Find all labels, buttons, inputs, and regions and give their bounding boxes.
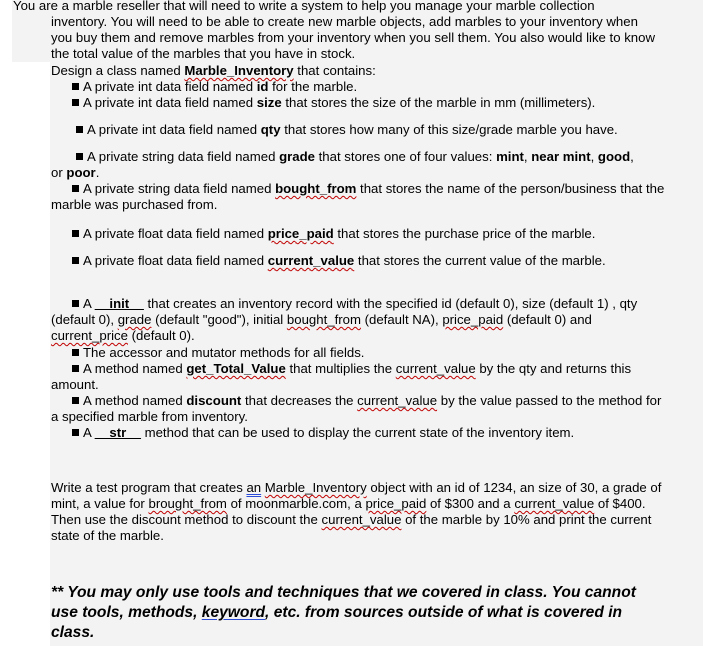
bullet-text: that stores the current value of the marble. [354, 253, 606, 268]
bullet-get-total-value [72, 361, 631, 377]
grammar-flag: an [246, 480, 262, 495]
field-name: price_paid [267, 226, 334, 241]
bullet-text: that stores how many of this size/grade marble you have. [280, 122, 618, 137]
test-line-2 [51, 496, 646, 512]
bullet-grade-cont [51, 165, 99, 181]
bullet-text: A private string data field named [87, 149, 280, 164]
test-line-3 [51, 512, 651, 528]
bullet-text: . [95, 165, 100, 180]
note-line-1: ** You may only use tools and techniques that we covered in class. You cannot [51, 584, 636, 601]
bullet-text: A private float data field named [83, 226, 268, 241]
field-ref: current_value [321, 512, 402, 527]
method-name: discount [186, 393, 242, 408]
bullet-size [72, 95, 595, 111]
bullet-text: (default 0). [127, 328, 195, 343]
intro-line-2: inventory. You will need to be able to create new marble objects, add marbles to your inventory when [51, 14, 638, 29]
bullet-text: A method named [83, 393, 187, 408]
bullet-text: A [83, 425, 95, 440]
field-ref: price_paid [365, 496, 427, 511]
bullet-get-total-value-cont: amount. [51, 377, 99, 392]
test-text: of moonmarble.com, a [226, 496, 366, 511]
bullet-text: A private int data field named [87, 122, 261, 137]
note-text: use tools, methods, [51, 604, 202, 621]
class-ref: Marble_Inventory [264, 480, 367, 495]
bullet-str [72, 425, 574, 441]
grade-value: mint [496, 149, 524, 164]
test-text: mint, a value for [51, 496, 149, 511]
bullet-text: The accessor and mutator methods for all fields. [83, 345, 365, 360]
test-text: Write a test program that creates [51, 480, 247, 495]
grade-value: near mint [531, 149, 591, 164]
bullet-text: , [630, 149, 634, 164]
bullet-square-icon [72, 230, 79, 237]
test-text: of the marble by 10% and print the current [401, 512, 652, 527]
bullet-text: (default 0) and [503, 312, 592, 327]
test-text: object with an id of 1234, an size of 30, a grade of [366, 480, 662, 495]
bullet-text: , [523, 149, 532, 164]
bullet-text: that stores the purchase price of the marble. [333, 226, 596, 241]
bullet-square-icon [72, 257, 79, 264]
field-ref: current_price [51, 328, 128, 343]
bullet-text: A method named [83, 361, 187, 376]
grade-value: good [597, 149, 631, 164]
bullet-accessors [72, 345, 364, 361]
bullet-square-icon [72, 429, 79, 436]
bullet-current-value [72, 253, 606, 269]
bullet-square-icon [72, 185, 79, 192]
intro-line-1: You are a marble reseller that will need to write a system to help you manage your marble collection [13, 0, 595, 13]
bullet-square-icon [72, 300, 79, 307]
bullet-text: that multiplies the [285, 361, 396, 376]
bullet-text: by the value passed to the method for [437, 393, 662, 408]
bullet-qty [76, 122, 618, 138]
bullet-square-icon [72, 99, 79, 106]
bullet-square-icon [72, 349, 79, 356]
test-text: of $300 and a [426, 496, 515, 511]
method-name: __str__ [94, 425, 141, 440]
bullet-text: A private string data field named [83, 181, 276, 196]
bullet-init [72, 296, 637, 312]
bullet-square-icon [76, 153, 83, 160]
test-text: Then use the discount method to discount the [51, 512, 322, 527]
test-line-4: state of the marble. [51, 528, 164, 543]
intro-line-4: the total value of the marbles that you have in stock. [51, 46, 356, 61]
note-line-3: class. [51, 624, 95, 641]
bullet-text: that decreases the [241, 393, 358, 408]
field-name: size [256, 95, 282, 110]
field-name: bought_from [275, 181, 357, 196]
method-name: __init__ [94, 296, 144, 311]
bullet-text: by the qty and returns this [475, 361, 632, 376]
bullet-text: method that can be used to display the current state of the inventory item. [140, 425, 575, 440]
field-name: id [256, 79, 269, 94]
field-ref: current_value [514, 496, 595, 511]
bullet-bought-from-cont: marble was purchased from. [51, 197, 218, 212]
bullet-text: (default "good"), initial [151, 312, 287, 327]
field-ref: price_paid [442, 312, 504, 327]
bullet-text: for the marble. [268, 79, 358, 94]
note-text: , etc. from sources outside of what is covered in [265, 604, 623, 621]
bullet-square-icon [72, 83, 79, 90]
field-name: current_value [267, 253, 355, 268]
bullet-grade [76, 149, 634, 165]
bullet-text: A private int data field named [83, 95, 257, 110]
method-name: get_Total_Value [186, 361, 286, 376]
field-ref: brought_from [148, 496, 227, 511]
bullet-square-icon [76, 126, 83, 133]
bullet-text: A private float data field named [83, 253, 268, 268]
bullet-text: , [590, 149, 598, 164]
bullet-init-cont-1 [51, 312, 592, 328]
field-ref: current_value [357, 393, 438, 408]
bullet-text: A private int data field named [83, 79, 257, 94]
field-name: qty [260, 122, 281, 137]
test-line-1 [51, 480, 661, 496]
design-line [51, 63, 376, 79]
bullet-id [72, 79, 357, 95]
grammar-flag: keyword [201, 604, 266, 621]
bullet-init-cont-2 [51, 328, 195, 344]
bullet-square-icon [72, 397, 79, 404]
intro-line-3: you buy them and remove marbles from your inventory when you sell them. You also would like to know [51, 30, 656, 45]
bullet-discount-cont: a specified marble from inventory. [51, 409, 248, 424]
bullet-text: that stores one of four values: [314, 149, 497, 164]
field-ref: bought_from [286, 312, 361, 327]
test-text: of $400. [594, 496, 646, 511]
bullet-text: (default 0), [51, 312, 118, 327]
bullet-bought-from [72, 181, 664, 197]
bullet-text: A [83, 296, 95, 311]
bullet-square-icon [72, 365, 79, 372]
bullet-text: that stores the size of the marble in mm (millimeters). [281, 95, 596, 110]
bullet-price-paid [72, 226, 595, 242]
field-ref: current_value [395, 361, 476, 376]
bullet-text: that creates an inventory record with the specified id (default 0), size (default 1) , qty [143, 296, 638, 311]
class-name: Marble_Inventory [184, 63, 294, 78]
bullet-text: that stores the name of the person/business that the [356, 181, 665, 196]
bullet-text: (default NA), [360, 312, 443, 327]
bullet-text: or [51, 165, 67, 180]
field-ref: grade [117, 312, 152, 327]
design-pre: Design a class named [51, 63, 185, 78]
design-post: that contains: [293, 63, 376, 78]
field-name: grade [279, 149, 315, 164]
note-line-2 [51, 603, 622, 622]
bullet-discount [72, 393, 661, 409]
grade-value: poor [66, 165, 96, 180]
